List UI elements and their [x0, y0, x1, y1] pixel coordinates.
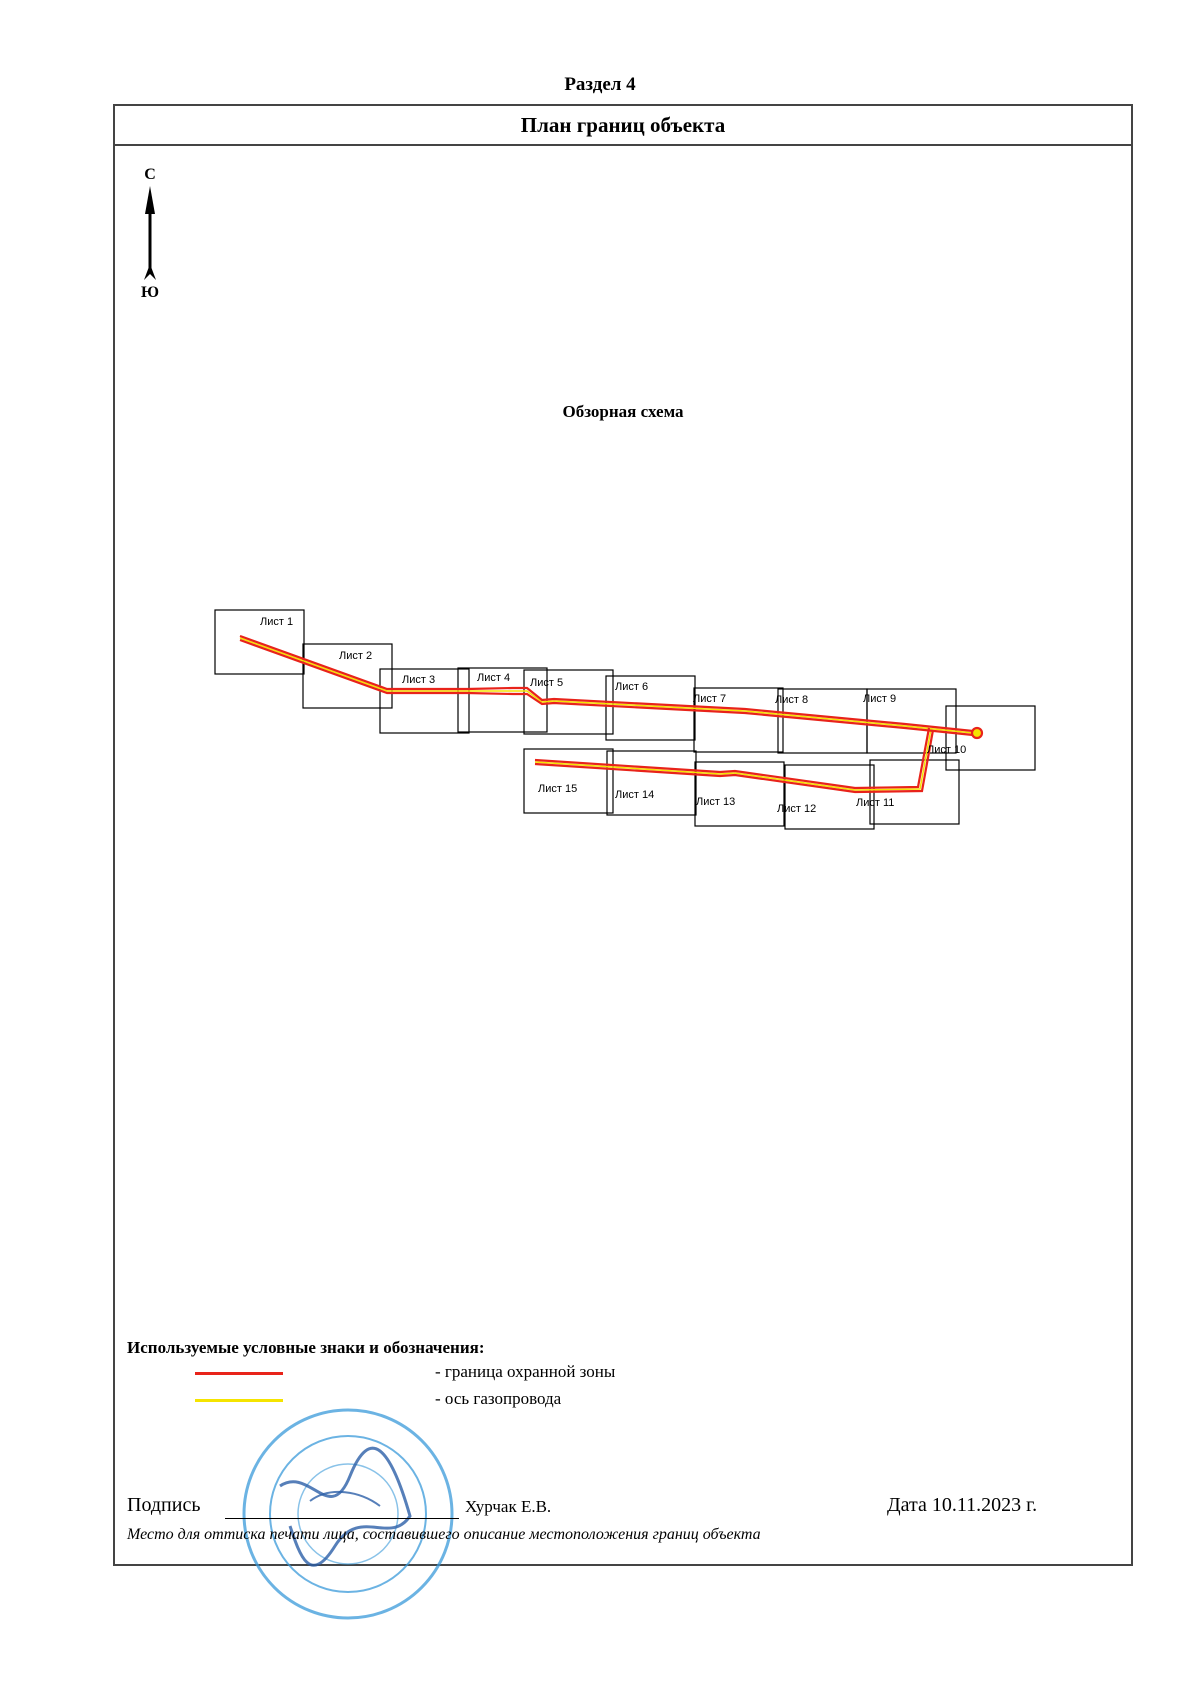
signature-label: Подпись — [127, 1494, 201, 1516]
stamp-place-note: Место для оттиска печати лица, составившего описание местоположения границ объекта — [127, 1526, 761, 1543]
sheet-frame-15 — [524, 749, 613, 813]
sheet-frame-14 — [607, 751, 696, 815]
legend-red-line — [195, 1372, 283, 1375]
sheet-label-7: Лист 7 — [693, 693, 727, 705]
sheet-label-13: Лист 13 — [696, 796, 736, 808]
overview-title: Обзорная схема — [562, 402, 684, 421]
document-frame — [113, 104, 1133, 1566]
sheet-label-12: Лист 12 — [777, 803, 817, 815]
legend-item-protection-zone — [195, 1362, 795, 1384]
sheet-label-1: Лист 1 — [260, 616, 294, 628]
signer-name: Хурчак Е.В. — [465, 1497, 552, 1516]
compass-south-label: Ю — [140, 284, 159, 301]
sheet-label-8: Лист 8 — [775, 694, 809, 706]
protection-zone-branch-lower — [535, 730, 933, 792]
sheet-label-9: Лист 9 — [863, 693, 897, 705]
sheet-label-10: Лист 10 — [927, 744, 967, 756]
section-title: Раздел 4 — [564, 74, 636, 95]
legend-yellow-line — [195, 1399, 283, 1402]
sheet-label-6: Лист 6 — [615, 681, 649, 693]
sheet-label-2: Лист 2 — [339, 650, 373, 662]
overview-scheme — [115, 106, 1131, 1306]
sheet-label-11: Лист 11 — [856, 797, 895, 809]
compass-north-label: С — [144, 166, 156, 183]
sheet-label-3: Лист 3 — [402, 674, 436, 686]
sheet-label-15: Лист 15 — [538, 783, 578, 795]
document-date: Дата 10.11.2023 г. — [887, 1494, 1038, 1516]
legend-label: - ось газопровода — [435, 1389, 562, 1408]
legend-title: Используемые условные знаки и обозначения: — [127, 1338, 485, 1357]
legend-label: - граница охранной зоны — [435, 1362, 616, 1381]
sheet-label-14: Лист 14 — [615, 789, 655, 801]
sheet-label-4: Лист 4 — [477, 672, 511, 684]
pipeline-end-marker — [972, 728, 982, 738]
page-title: План границ объекта — [115, 106, 1131, 146]
signature-row — [127, 1494, 1107, 1524]
signature-line — [225, 1518, 459, 1519]
sheet-label-5: Лист 5 — [530, 677, 564, 689]
